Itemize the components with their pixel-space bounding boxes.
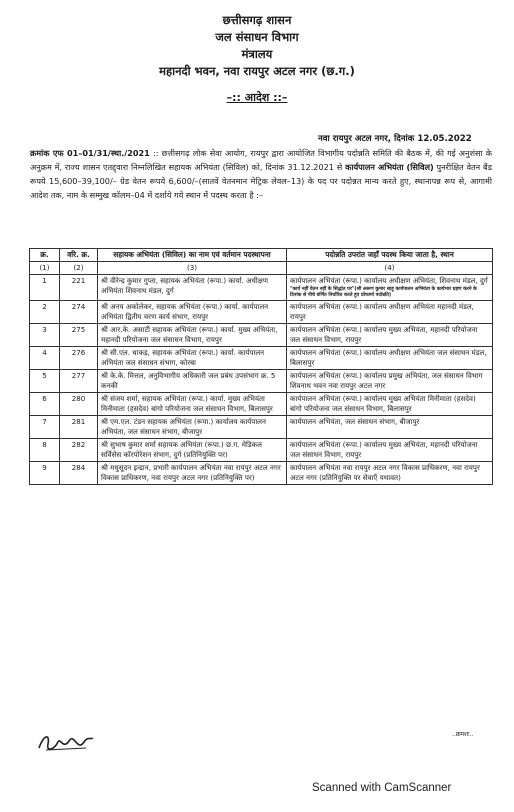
row-new-posting: [287, 275, 493, 301]
row-sn: [30, 416, 60, 439]
row-new-posting: [287, 347, 493, 370]
row-new-posting-text: कार्यपालन अभियंता (रूपा.) कार्यालय मुख्य अभियंता, महानदी परियोजना जल संसाधन विभाग, रायपुर: [290, 325, 478, 344]
row-sn-text: 2: [42, 302, 47, 311]
row-seniority-text: 275: [71, 325, 86, 334]
row-new-posting-text: कार्यपालन अभियंता (रूपा.) कार्यालय मुख्य अभियंता मिनीमाता (हसदेव) बांगो परियोजना जल संसाधन विभाग, बिलासपुर: [290, 394, 476, 413]
row-name-posting-text: श्री एम.एल. टंडन सहायक अभियंता (रूपा.) कार्यालय कार्यपालन अभियंता, जल संसाधन संभाग, बीजापुर: [101, 417, 266, 436]
row-name-posting-text: श्री सी.एल. धाकड़, सहायक अभियंता (रूपा.) कार्या. कार्यपालन अभियंता जल संसाधन संभाग, कोरबा: [101, 348, 265, 367]
row-sn: [30, 275, 60, 301]
row-sn: [30, 324, 60, 347]
row-new-posting: [287, 416, 493, 439]
row-new-posting-text: कार्यपालन अभियंता (रूपा.) कार्यालय अधीक्षण अभियंता, शिवनाथ मंडल, दुर्ग: [290, 276, 488, 285]
row-sn-text: 6: [42, 394, 47, 403]
colnum-1: (1): [30, 262, 60, 275]
row-new-posting: [287, 439, 493, 462]
row-name-posting-text: श्री के.के. मित्तल, अनुविभागीय अधिकारी जल प्रबंध उपसंभाग क्र. 5 कनकी: [101, 371, 276, 390]
row-sn-text: 7: [42, 417, 47, 426]
row-name-posting-text: श्री सुभाष कुमार शर्मा सहायक अभियंता (रूपा.) छ.ग. मेडिकल सर्विसेस कॉरपोरेशन संभाग, दुर्ग (प्रतिनियुक्ति पर): [101, 440, 262, 459]
table-row: [30, 393, 493, 416]
paragraph-bold-post: कार्यपालन अभियंता (सिविल): [345, 162, 434, 172]
row-seniority: [60, 439, 98, 462]
row-sn: [30, 439, 60, 462]
row-sn-text: 1: [42, 276, 47, 285]
table-row: [30, 370, 493, 393]
header-seniority: वरि. क्र.: [60, 249, 98, 262]
order-paragraph: [30, 146, 492, 202]
row-name-posting: [98, 347, 287, 370]
header-new-posting: पदोन्नति उपरांत जहाँ पदस्थ किया जाता है, स्थान: [287, 249, 493, 262]
row-seniority-text: 277: [71, 371, 86, 380]
row-new-posting-text: कार्यपालन अभियंता (रूपा.) कार्यालय अधीक्षण अभियंता जल संसाधन मंडल, बिलासपुर: [290, 348, 487, 367]
paragraph-text-1: :: छत्तीसगढ़ लोक सेवा आयोग, रायपुर द्वारा आयोजित विभागीय पदोन्नति समिति की बैठक में, की गई अनुशंसा के अनुक्रम में, राज्य शासन एतद्द्वारा निम्नलिखित सहायक अभियंता (सिविल) को, दिनांक 31.12.2021 से: [30, 148, 492, 172]
row-seniority-text: 221: [71, 276, 86, 285]
row-name-posting: [98, 393, 287, 416]
row-note: "कार्य नहीं वेतन नहीं के सिद्धांत पर"(श्री अरूण कुमार साहू कार्यपालन अभियंता के कार्यभार ग्रहण करने के दिनांक से नीचे वर्णित निर्धारित करते हुए प्रोफार्मा पदोन्नति): [290, 287, 477, 298]
row-seniority: [60, 347, 98, 370]
row-name-posting-text: श्री वीरेन्द्र कुमार गुप्ता, सहायक अभियंता (रूपा.) कार्या. अधीक्षण अभियंता शिवनाथ मंडल, दुर्ग: [101, 276, 268, 295]
table-colnum-row: [30, 262, 493, 275]
row-seniority-text: 274: [71, 302, 86, 311]
row-seniority-text: 276: [71, 348, 86, 357]
table-row: [30, 347, 493, 370]
header-name-posting: सहायक अभियंता (सिविल) का नाम एवं वर्तमान पदस्थापना: [98, 249, 287, 262]
order-date: नवा रायपुर अटल नगर, दिनांक 12.05.2022: [318, 134, 472, 144]
row-sn-text: 5: [42, 371, 47, 380]
row-name-posting: [98, 439, 287, 462]
row-name-posting: [98, 275, 287, 301]
row-new-posting: [287, 370, 493, 393]
signature: [36, 730, 96, 760]
header-ministry: मंत्रालय: [241, 47, 273, 61]
row-name-posting-text: श्री संजय शर्मा, सहायक अभियंता (रूपा.) कार्या. मुख्य अभियंता मिनीमाता (हसदेव) बांगो परियोजना जल संसाधन विभाग, बिलासपुर: [101, 394, 273, 413]
posting-table: [29, 248, 493, 485]
continued-marker: ..क्रमशः..: [452, 731, 474, 738]
order-title: –:: आदेश ::–: [226, 91, 288, 104]
row-sn: [30, 347, 60, 370]
row-new-posting-text: कार्यपालन अभियंता (रूपा.) कार्यालय प्रमुख अभियंता, जल संसाधन विभाग शिवनाथ भवन नवा रायपुर अटल नगर: [290, 371, 483, 390]
document-header: [0, 12, 514, 80]
row-sn-text: 3: [42, 325, 47, 334]
colnum-3: (3): [98, 262, 287, 275]
table-row: [30, 301, 493, 324]
row-sn: [30, 462, 60, 485]
colnum-4: (4): [287, 262, 493, 275]
header-govt: छत्तीसगढ़ शासन: [222, 13, 292, 27]
row-sn-text: 9: [42, 463, 47, 472]
row-new-posting-text: कार्यपालन अभियंता नवा रायपुर अटल नगर विकास प्राधिकरण, नवा रायपुर अटल नगर (प्रतिनियुक्ति पर सेवाएँ यथावत): [290, 463, 480, 482]
row-seniority: [60, 462, 98, 485]
row-name-posting: [98, 416, 287, 439]
table-row: [30, 416, 493, 439]
row-name-posting: [98, 462, 287, 485]
row-sn-text: 8: [42, 440, 47, 449]
table-row: [30, 324, 493, 347]
row-sn: [30, 301, 60, 324]
row-new-posting-text: कार्यपालन अभियंता (रूपा.) कार्यालय अधीक्षण अभियंता महानदी मंडल, रायपुर: [290, 302, 474, 321]
row-name-posting: [98, 370, 287, 393]
row-seniority: [60, 275, 98, 301]
row-seniority-text: 284: [71, 463, 86, 472]
signature-scribble: [36, 730, 96, 756]
row-seniority: [60, 370, 98, 393]
row-seniority: [60, 393, 98, 416]
scanner-watermark: Scanned with CamScanner: [312, 782, 452, 794]
row-new-posting: [287, 462, 493, 485]
colnum-2: (2): [60, 262, 98, 275]
row-seniority-text: 280: [71, 394, 86, 403]
header-address: महानदी भवन, नवा रायपुर अटल नगर (छ.ग.): [159, 64, 355, 78]
row-name-posting-text: श्री अनय अकोलेकर, सहायक अभियंता (रूपा.) कार्या. कार्यपालन अभियंता द्वितीय चरण कार्य संभाग, रायपुर: [101, 302, 269, 321]
table-row: [30, 462, 493, 485]
order-reference: क्रमांक एफ 01–01/31/स्था./2021: [30, 148, 150, 158]
table-header-row: [30, 249, 493, 262]
row-new-posting: [287, 301, 493, 324]
row-new-posting-text: कार्यपालन अभियंता (रूपा.) कार्यालय मुख्य अभियंता, महानदी परियोजना जल संसाधन विभाग, रायपुर: [290, 440, 478, 459]
row-name-posting: [98, 324, 287, 347]
row-seniority-text: 282: [71, 440, 86, 449]
row-new-posting: [287, 393, 493, 416]
row-sn: [30, 370, 60, 393]
row-seniority: [60, 324, 98, 347]
table-row: [30, 275, 493, 301]
row-sn-text: 4: [42, 348, 47, 357]
row-name-posting: [98, 301, 287, 324]
header-department: जल संसाधन विभाग: [215, 30, 299, 44]
row-seniority: [60, 416, 98, 439]
row-seniority: [60, 301, 98, 324]
header-sn: क्र.: [30, 249, 60, 262]
row-new-posting-text: कार्यपालन अभियंता, जल संसाधन संभाग, बीजापुर: [290, 417, 420, 426]
row-sn: [30, 393, 60, 416]
row-seniority-text: 281: [71, 417, 86, 426]
row-name-posting-text: श्री आर.के. असाटी सहायक अभियंता (रूपा.) कार्या. मुख्य अभियंता, महानदी परियोजना जल संसाधन विभाग, रायपुर: [101, 325, 278, 344]
row-name-posting-text: श्री मधुसूदन इन्द्रान, प्रभारी कार्यपालन अभियंता नवा रायपुर अटल नगर विकास प्राधिकरण, नवा रायपुर अटल नगर (प्रतिनियुक्ति पर): [101, 463, 281, 482]
table-row: [30, 439, 493, 462]
paragraph-text-2: पुनरीक्षित वेतन बैंड रूपये 15,600–39,100/– ग्रेड वेतन रूपये 6,600/–(सातवें वेतनमान मेट्रिक लेवल–13) के पद पर पदोन्नत मान्य करते हुए, स्थानापन्न रूप से, आगामी आदेश तक, नाम के सम्मुख कॉलम–04 में दर्शाये गये स्थान में पदस्थ करता है :–: [30, 162, 492, 200]
row-new-posting: [287, 324, 493, 347]
